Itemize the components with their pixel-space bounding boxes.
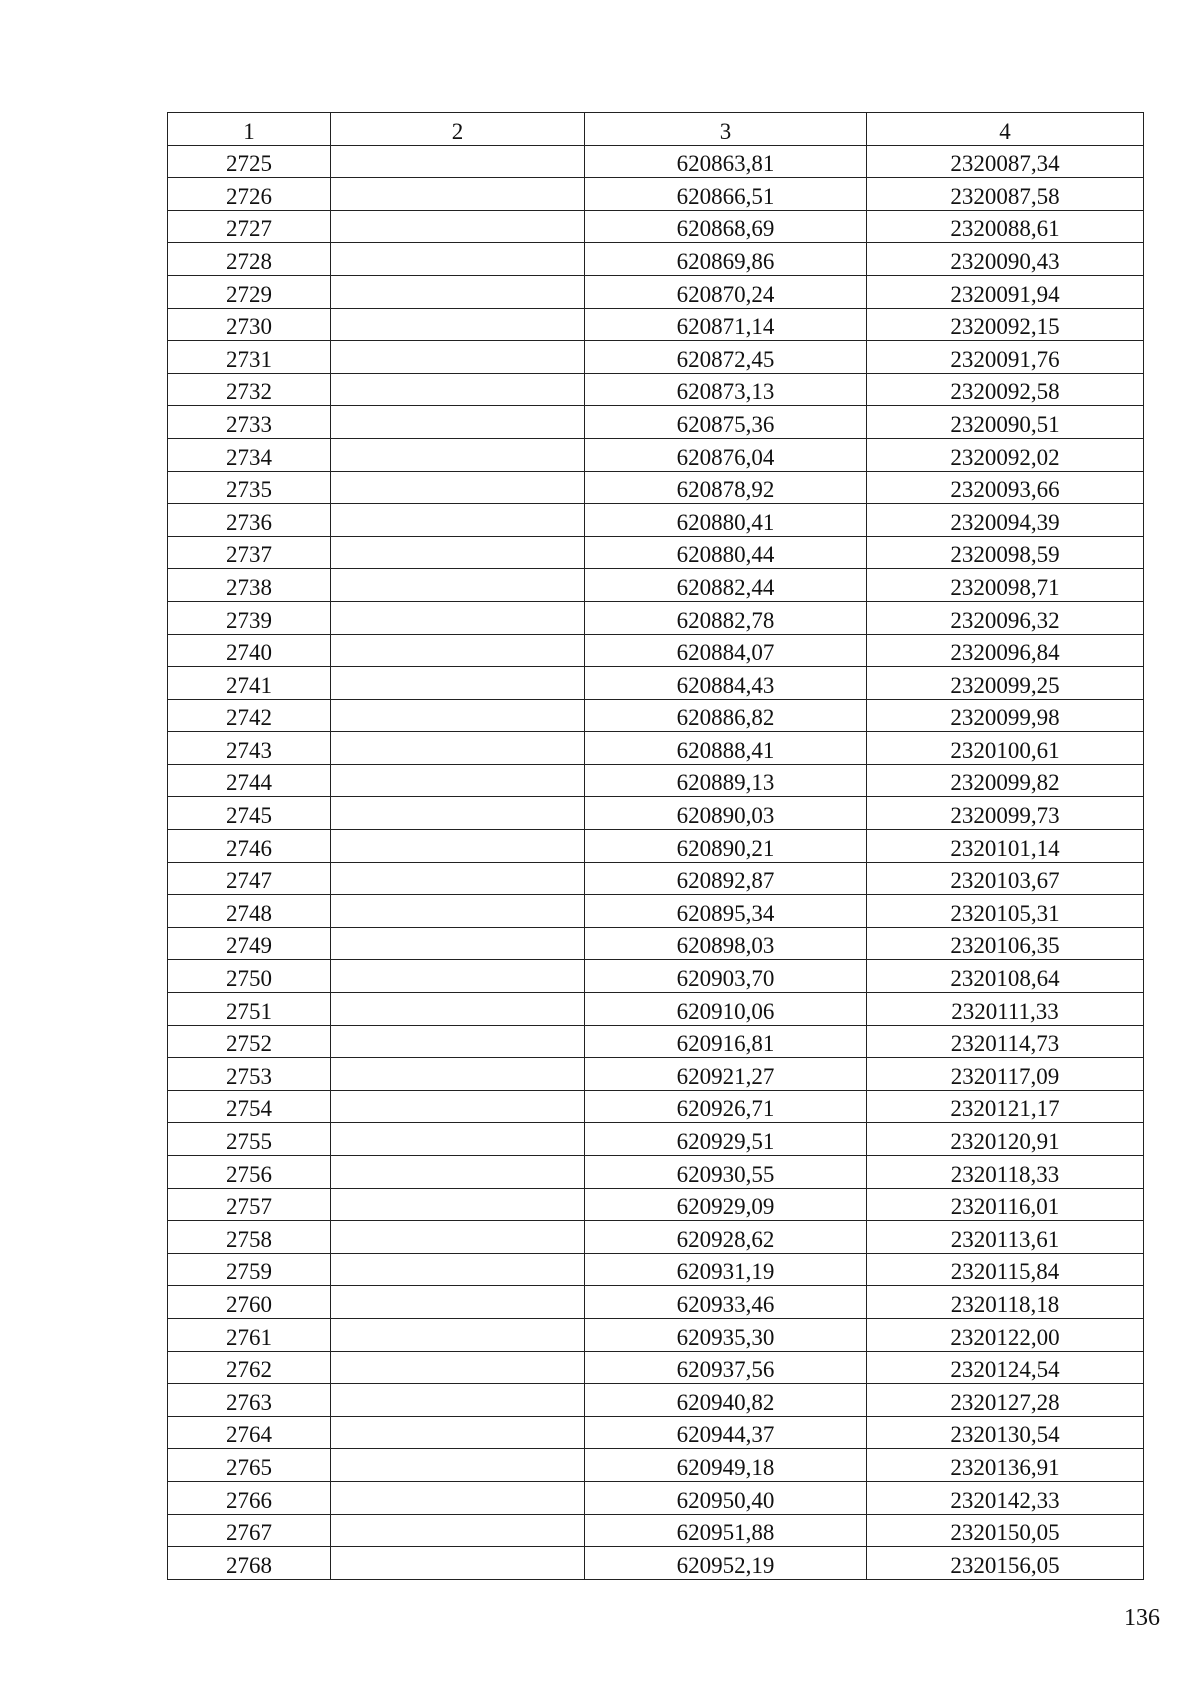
point-name-cell (331, 536, 585, 569)
point-name-cell (331, 1416, 585, 1449)
y-coordinate-cell: 2320124,54 (867, 1351, 1144, 1384)
header-cell-1: 1 (168, 113, 331, 146)
point-number-cell: 2760 (168, 1286, 331, 1319)
point-name-cell (331, 210, 585, 243)
table-row (168, 1514, 1144, 1547)
point-number-cell: 2767 (168, 1514, 331, 1547)
point-number-cell: 2749 (168, 927, 331, 960)
x-coordinate-cell: 620873,13 (585, 373, 867, 406)
y-coordinate-cell: 2320150,05 (867, 1514, 1144, 1547)
point-number-cell: 2732 (168, 373, 331, 406)
point-number-cell: 2752 (168, 1025, 331, 1058)
table-row (168, 373, 1144, 406)
table-row (168, 341, 1144, 374)
point-number-cell: 2744 (168, 764, 331, 797)
point-name-cell (331, 145, 585, 178)
x-coordinate-cell: 620916,81 (585, 1025, 867, 1058)
point-name-cell (331, 438, 585, 471)
x-coordinate-cell: 620884,07 (585, 634, 867, 667)
point-number-cell: 2725 (168, 145, 331, 178)
y-coordinate-cell: 2320087,58 (867, 178, 1144, 211)
x-coordinate-cell: 620890,03 (585, 797, 867, 830)
point-number-cell: 2768 (168, 1547, 331, 1580)
point-name-cell (331, 1090, 585, 1123)
point-number-cell: 2740 (168, 634, 331, 667)
y-coordinate-cell: 2320118,18 (867, 1286, 1144, 1319)
header-cell-2: 2 (331, 113, 585, 146)
point-number-cell: 2729 (168, 275, 331, 308)
point-number-cell: 2735 (168, 471, 331, 504)
y-coordinate-cell: 2320156,05 (867, 1547, 1144, 1580)
point-number-cell: 2743 (168, 732, 331, 765)
x-coordinate-cell: 620880,41 (585, 504, 867, 537)
x-coordinate-cell: 620929,09 (585, 1188, 867, 1221)
x-coordinate-cell: 620950,40 (585, 1481, 867, 1514)
table-row (168, 1253, 1144, 1286)
y-coordinate-cell: 2320087,34 (867, 145, 1144, 178)
x-coordinate-cell: 620951,88 (585, 1514, 867, 1547)
y-coordinate-cell: 2320090,51 (867, 406, 1144, 439)
point-name-cell (331, 1221, 585, 1254)
point-number-cell: 2745 (168, 797, 331, 830)
table-row (168, 1384, 1144, 1417)
coordinates-table (167, 112, 1144, 1580)
table-row (168, 895, 1144, 928)
table-row (168, 569, 1144, 602)
point-number-cell: 2753 (168, 1058, 331, 1091)
y-coordinate-cell: 2320099,98 (867, 699, 1144, 732)
x-coordinate-cell: 620880,44 (585, 536, 867, 569)
point-number-cell: 2762 (168, 1351, 331, 1384)
point-number-cell: 2727 (168, 210, 331, 243)
y-coordinate-cell: 2320093,66 (867, 471, 1144, 504)
x-coordinate-cell: 620863,81 (585, 145, 867, 178)
x-coordinate-cell: 620931,19 (585, 1253, 867, 1286)
table-row (168, 1090, 1144, 1123)
y-coordinate-cell: 2320105,31 (867, 895, 1144, 928)
point-number-cell: 2763 (168, 1384, 331, 1417)
point-name-cell (331, 732, 585, 765)
table-row (168, 1188, 1144, 1221)
point-name-cell (331, 1286, 585, 1319)
y-coordinate-cell: 2320101,14 (867, 830, 1144, 863)
table-row (168, 308, 1144, 341)
point-number-cell: 2742 (168, 699, 331, 732)
x-coordinate-cell: 620933,46 (585, 1286, 867, 1319)
x-coordinate-cell: 620929,51 (585, 1123, 867, 1156)
point-name-cell (331, 373, 585, 406)
point-name-cell (331, 862, 585, 895)
y-coordinate-cell: 2320113,61 (867, 1221, 1144, 1254)
table-row (168, 764, 1144, 797)
table-row (168, 1025, 1144, 1058)
point-number-cell: 2741 (168, 667, 331, 700)
table-row (168, 862, 1144, 895)
point-name-cell (331, 797, 585, 830)
y-coordinate-cell: 2320136,91 (867, 1449, 1144, 1482)
y-coordinate-cell: 2320121,17 (867, 1090, 1144, 1123)
table-row (168, 210, 1144, 243)
point-name-cell (331, 1449, 585, 1482)
x-coordinate-cell: 620928,62 (585, 1221, 867, 1254)
table-row (168, 797, 1144, 830)
point-number-cell: 2733 (168, 406, 331, 439)
y-coordinate-cell: 2320117,09 (867, 1058, 1144, 1091)
x-coordinate-cell: 620870,24 (585, 275, 867, 308)
table-row (168, 1058, 1144, 1091)
table-row (168, 960, 1144, 993)
table-row (168, 406, 1144, 439)
y-coordinate-cell: 2320106,35 (867, 927, 1144, 960)
y-coordinate-cell: 2320096,84 (867, 634, 1144, 667)
x-coordinate-cell: 620889,13 (585, 764, 867, 797)
table-row (168, 504, 1144, 537)
x-coordinate-cell: 620866,51 (585, 178, 867, 211)
table-row (168, 438, 1144, 471)
point-name-cell (331, 275, 585, 308)
point-name-cell (331, 1384, 585, 1417)
x-coordinate-cell: 620937,56 (585, 1351, 867, 1384)
table-row (168, 1318, 1144, 1351)
point-name-cell (331, 1188, 585, 1221)
point-number-cell: 2750 (168, 960, 331, 993)
y-coordinate-cell: 2320098,71 (867, 569, 1144, 602)
point-number-cell: 2731 (168, 341, 331, 374)
x-coordinate-cell: 620878,92 (585, 471, 867, 504)
point-number-cell: 2748 (168, 895, 331, 928)
y-coordinate-cell: 2320111,33 (867, 993, 1144, 1026)
y-coordinate-cell: 2320096,32 (867, 601, 1144, 634)
x-coordinate-cell: 620944,37 (585, 1416, 867, 1449)
point-name-cell (331, 1481, 585, 1514)
table-row (168, 243, 1144, 276)
y-coordinate-cell: 2320091,76 (867, 341, 1144, 374)
x-coordinate-cell: 620868,69 (585, 210, 867, 243)
point-name-cell (331, 830, 585, 863)
y-coordinate-cell: 2320142,33 (867, 1481, 1144, 1514)
x-coordinate-cell: 620871,14 (585, 308, 867, 341)
point-name-cell (331, 178, 585, 211)
table-header-row (168, 113, 1144, 146)
point-name-cell (331, 634, 585, 667)
x-coordinate-cell: 620926,71 (585, 1090, 867, 1123)
x-coordinate-cell: 620949,18 (585, 1449, 867, 1482)
table-row (168, 1547, 1144, 1580)
point-number-cell: 2737 (168, 536, 331, 569)
table-row (168, 1481, 1144, 1514)
point-name-cell (331, 1123, 585, 1156)
y-coordinate-cell: 2320108,64 (867, 960, 1144, 993)
table-row (168, 1351, 1144, 1384)
point-name-cell (331, 764, 585, 797)
table-row (168, 601, 1144, 634)
point-name-cell (331, 1058, 585, 1091)
y-coordinate-cell: 2320090,43 (867, 243, 1144, 276)
y-coordinate-cell: 2320122,00 (867, 1318, 1144, 1351)
y-coordinate-cell: 2320099,25 (867, 667, 1144, 700)
point-number-cell: 2739 (168, 601, 331, 634)
table-row (168, 178, 1144, 211)
x-coordinate-cell: 620888,41 (585, 732, 867, 765)
point-number-cell: 2761 (168, 1318, 331, 1351)
point-number-cell: 2758 (168, 1221, 331, 1254)
point-number-cell: 2747 (168, 862, 331, 895)
point-number-cell: 2736 (168, 504, 331, 537)
point-name-cell (331, 243, 585, 276)
point-name-cell (331, 1025, 585, 1058)
y-coordinate-cell: 2320100,61 (867, 732, 1144, 765)
point-name-cell (331, 601, 585, 634)
table-row (168, 1156, 1144, 1189)
table-row (168, 927, 1144, 960)
point-number-cell: 2756 (168, 1156, 331, 1189)
coordinates-table-body (168, 113, 1144, 1580)
x-coordinate-cell: 620940,82 (585, 1384, 867, 1417)
x-coordinate-cell: 620890,21 (585, 830, 867, 863)
point-number-cell: 2766 (168, 1481, 331, 1514)
x-coordinate-cell: 620952,19 (585, 1547, 867, 1580)
point-number-cell: 2746 (168, 830, 331, 863)
point-name-cell (331, 1156, 585, 1189)
x-coordinate-cell: 620882,78 (585, 601, 867, 634)
x-coordinate-cell: 620910,06 (585, 993, 867, 1026)
point-name-cell (331, 667, 585, 700)
x-coordinate-cell: 620872,45 (585, 341, 867, 374)
point-number-cell: 2738 (168, 569, 331, 602)
y-coordinate-cell: 2320103,67 (867, 862, 1144, 895)
point-number-cell: 2726 (168, 178, 331, 211)
y-coordinate-cell: 2320127,28 (867, 1384, 1144, 1417)
x-coordinate-cell: 620876,04 (585, 438, 867, 471)
point-name-cell (331, 993, 585, 1026)
header-cell-4: 4 (867, 113, 1144, 146)
y-coordinate-cell: 2320120,91 (867, 1123, 1144, 1156)
y-coordinate-cell: 2320099,82 (867, 764, 1144, 797)
point-name-cell (331, 504, 585, 537)
point-name-cell (331, 341, 585, 374)
table-row (168, 275, 1144, 308)
x-coordinate-cell: 620875,36 (585, 406, 867, 439)
y-coordinate-cell: 2320091,94 (867, 275, 1144, 308)
x-coordinate-cell: 620882,44 (585, 569, 867, 602)
point-name-cell (331, 927, 585, 960)
table-row (168, 1221, 1144, 1254)
y-coordinate-cell: 2320088,61 (867, 210, 1144, 243)
table-row (168, 536, 1144, 569)
y-coordinate-cell: 2320099,73 (867, 797, 1144, 830)
table-row (168, 1416, 1144, 1449)
table-row (168, 1449, 1144, 1482)
point-name-cell (331, 471, 585, 504)
table-row (168, 699, 1144, 732)
point-name-cell (331, 895, 585, 928)
point-number-cell: 2728 (168, 243, 331, 276)
table-row (168, 993, 1144, 1026)
y-coordinate-cell: 2320130,54 (867, 1416, 1144, 1449)
point-number-cell: 2765 (168, 1449, 331, 1482)
x-coordinate-cell: 620898,03 (585, 927, 867, 960)
page-number: 136 (1124, 1605, 1160, 1631)
x-coordinate-cell: 620869,86 (585, 243, 867, 276)
point-number-cell: 2754 (168, 1090, 331, 1123)
point-name-cell (331, 1318, 585, 1351)
point-number-cell: 2755 (168, 1123, 331, 1156)
point-number-cell: 2759 (168, 1253, 331, 1286)
table-row (168, 471, 1144, 504)
point-name-cell (331, 1253, 585, 1286)
y-coordinate-cell: 2320118,33 (867, 1156, 1144, 1189)
point-name-cell (331, 1351, 585, 1384)
x-coordinate-cell: 620930,55 (585, 1156, 867, 1189)
point-number-cell: 2734 (168, 438, 331, 471)
point-number-cell: 2757 (168, 1188, 331, 1221)
y-coordinate-cell: 2320092,02 (867, 438, 1144, 471)
y-coordinate-cell: 2320098,59 (867, 536, 1144, 569)
x-coordinate-cell: 620895,34 (585, 895, 867, 928)
point-name-cell (331, 406, 585, 439)
x-coordinate-cell: 620886,82 (585, 699, 867, 732)
y-coordinate-cell: 2320092,15 (867, 308, 1144, 341)
point-name-cell (331, 699, 585, 732)
point-number-cell: 2751 (168, 993, 331, 1026)
y-coordinate-cell: 2320094,39 (867, 504, 1144, 537)
x-coordinate-cell: 620884,43 (585, 667, 867, 700)
y-coordinate-cell: 2320092,58 (867, 373, 1144, 406)
point-name-cell (331, 308, 585, 341)
x-coordinate-cell: 620903,70 (585, 960, 867, 993)
y-coordinate-cell: 2320115,84 (867, 1253, 1144, 1286)
table-row (168, 634, 1144, 667)
table-row (168, 1123, 1144, 1156)
point-name-cell (331, 569, 585, 602)
header-cell-3: 3 (585, 113, 867, 146)
x-coordinate-cell: 620935,30 (585, 1318, 867, 1351)
table-row (168, 145, 1144, 178)
table-row (168, 1286, 1144, 1319)
y-coordinate-cell: 2320116,01 (867, 1188, 1144, 1221)
point-name-cell (331, 960, 585, 993)
table-row (168, 830, 1144, 863)
table-row (168, 732, 1144, 765)
point-number-cell: 2730 (168, 308, 331, 341)
point-number-cell: 2764 (168, 1416, 331, 1449)
y-coordinate-cell: 2320114,73 (867, 1025, 1144, 1058)
point-name-cell (331, 1514, 585, 1547)
point-name-cell (331, 1547, 585, 1580)
x-coordinate-cell: 620921,27 (585, 1058, 867, 1091)
x-coordinate-cell: 620892,87 (585, 862, 867, 895)
table-row (168, 667, 1144, 700)
